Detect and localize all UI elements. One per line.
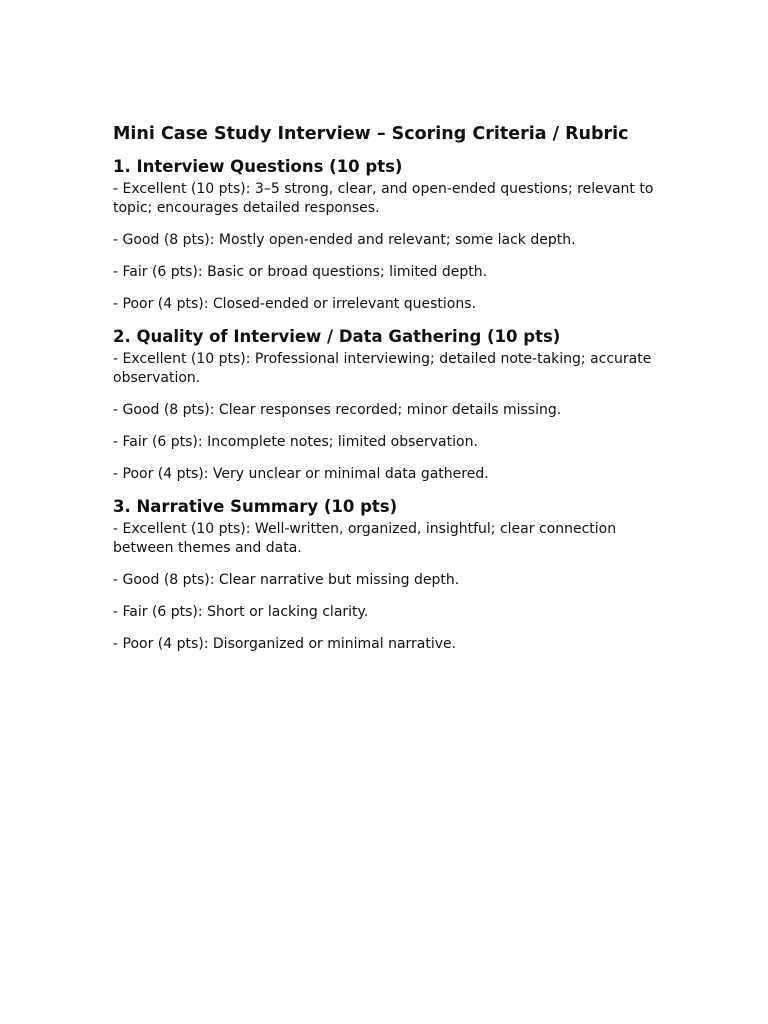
section-heading: 1. Interview Questions (10 pts) bbox=[113, 157, 403, 176]
criterion-fair: - Fair (6 pts): Short or lacking clarity. bbox=[113, 604, 369, 620]
criterion-good: - Good (8 pts): Clear narrative but missing depth. bbox=[113, 572, 460, 588]
criterion-excellent: - Excellent (10 pts): 3–5 strong, clear, and open-ended questions; relevant to topic; encourages detailed responses. bbox=[113, 181, 654, 216]
criterion-excellent: - Excellent (10 pts): Well-written, organized, insightful; clear connection between themes and data. bbox=[113, 521, 617, 556]
criterion-fair: - Fair (6 pts): Basic or broad questions; limited depth. bbox=[113, 264, 488, 280]
criterion-fair: - Fair (6 pts): Incomplete notes; limited observation. bbox=[113, 434, 478, 450]
criterion-poor: - Poor (4 pts): Disorganized or minimal narrative. bbox=[113, 636, 457, 652]
document-page bbox=[113, 122, 658, 666]
criterion-good: - Good (8 pts): Mostly open-ended and relevant; some lack depth. bbox=[113, 232, 576, 248]
criterion-poor: - Poor (4 pts): Very unclear or minimal data gathered. bbox=[113, 466, 489, 482]
section-heading: 2. Quality of Interview / Data Gathering (10 pts) bbox=[113, 327, 561, 346]
section-data-gathering bbox=[113, 326, 658, 484]
section-narrative-summary bbox=[113, 496, 658, 654]
criterion-good: - Good (8 pts): Clear responses recorded; minor details missing. bbox=[113, 402, 562, 418]
section-interview-questions bbox=[113, 156, 658, 314]
document-title: Mini Case Study Interview – Scoring Criteria / Rubric bbox=[113, 124, 629, 144]
criterion-poor: - Poor (4 pts): Closed-ended or irrelevant questions. bbox=[113, 296, 476, 312]
section-heading: 3. Narrative Summary (10 pts) bbox=[113, 497, 398, 516]
criterion-excellent: - Excellent (10 pts): Professional interviewing; detailed note-taking; accurate observation. bbox=[113, 351, 652, 386]
